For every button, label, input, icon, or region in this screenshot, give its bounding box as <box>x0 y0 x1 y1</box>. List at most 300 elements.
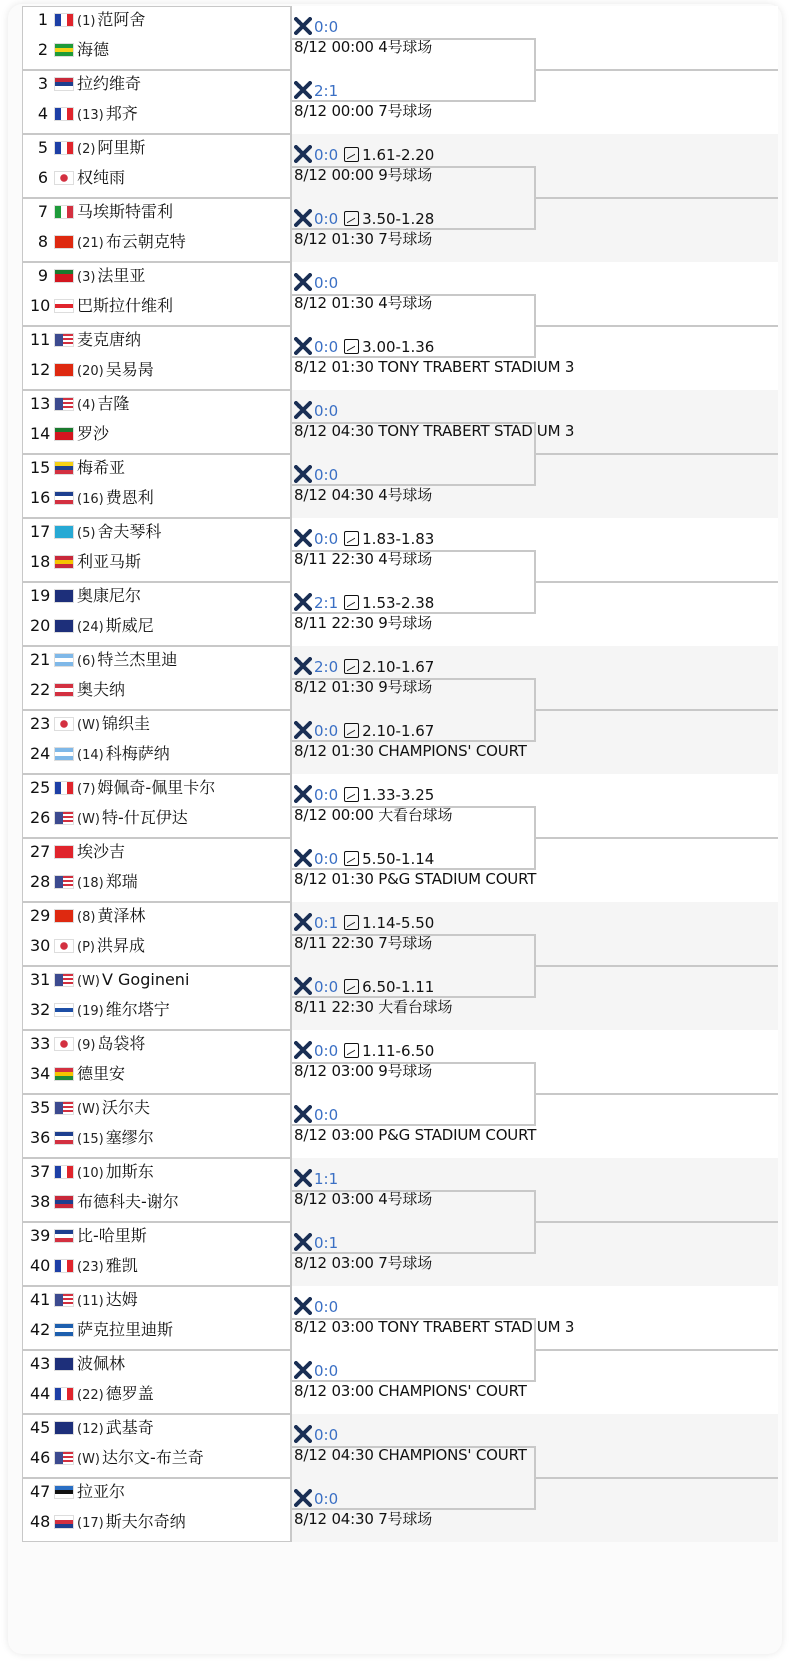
player-name[interactable]: 权纯雨 <box>77 168 126 187</box>
bracket-line <box>536 1093 778 1095</box>
racket-x-icon <box>294 529 312 547</box>
match-score[interactable]: 2:1 <box>314 594 339 612</box>
bracket-line <box>536 837 778 839</box>
flag-aus-icon <box>54 619 74 633</box>
odds-chart-icon[interactable] <box>344 787 359 802</box>
match-score[interactable]: 0:0 <box>314 466 339 484</box>
flag-aus-icon <box>54 589 74 603</box>
flag-chn-icon <box>54 363 74 377</box>
player-seed: (3) <box>77 270 96 285</box>
player-name[interactable]: 斯夫尔奇纳 <box>105 1512 186 1531</box>
match-score-line[interactable] <box>294 657 434 677</box>
player-row[interactable] <box>30 392 129 416</box>
racket-x-icon <box>294 401 312 419</box>
player-number: 39 <box>30 1226 51 1245</box>
player-seed: (21) <box>77 236 104 251</box>
match-score[interactable]: 0:0 <box>314 1426 339 1444</box>
player-row[interactable] <box>30 102 138 126</box>
match-score[interactable]: 0:0 <box>314 402 339 420</box>
player-name[interactable]: 奥康尼尔 <box>77 586 142 605</box>
racket-x-icon <box>294 1041 312 1059</box>
flag-aus-icon <box>54 1421 74 1435</box>
match-time-court: 8/11 22:30 4号球场 <box>294 550 432 568</box>
bracket-connector <box>292 678 536 742</box>
player-name[interactable]: 法里亚 <box>97 266 146 285</box>
player-row[interactable] <box>30 422 109 446</box>
bracket-connector <box>292 38 536 102</box>
player-name[interactable]: 梅希亚 <box>77 458 126 477</box>
match-score-line[interactable] <box>294 913 434 933</box>
player-seed: (12) <box>77 1422 104 1437</box>
match-time-court: 8/12 01:30 9号球场 <box>294 678 432 696</box>
bracket-connector <box>292 166 536 230</box>
bracket-line <box>536 1477 778 1479</box>
player-number: 36 <box>30 1128 51 1147</box>
player-name[interactable]: 沃尔夫 <box>102 1098 151 1117</box>
flag-esp-icon <box>54 555 74 569</box>
flag-nor-icon <box>54 1195 74 1209</box>
player-row[interactable] <box>30 904 145 928</box>
match-score-line[interactable] <box>294 529 434 549</box>
player-seed: (8) <box>77 910 96 925</box>
odds-chart-icon[interactable] <box>344 531 359 546</box>
flag-usa-icon <box>54 1451 74 1465</box>
bracket-line <box>536 965 778 967</box>
flag-jpn-icon <box>54 1037 74 1051</box>
player-number: 15 <box>30 458 51 477</box>
match-time-court: 8/12 03:00 9号球场 <box>294 1062 432 1080</box>
odds-chart-icon[interactable] <box>344 147 359 162</box>
match-score[interactable]: 0:0 <box>314 274 339 292</box>
player-name[interactable]: 加斯东 <box>105 1162 154 1181</box>
player-row[interactable] <box>30 840 125 864</box>
player-row[interactable] <box>30 968 189 992</box>
player-number: 3 <box>37 74 48 93</box>
bracket-line <box>536 453 778 455</box>
player-number: 31 <box>30 970 51 989</box>
player-name[interactable]: 萨克拉里迪斯 <box>77 1320 174 1339</box>
match-score-line[interactable] <box>294 273 338 293</box>
player-number: 24 <box>30 744 51 763</box>
match-odds: 1.33-3.25 <box>362 786 435 804</box>
player-name[interactable]: 达尔文-布兰奇 <box>102 1448 204 1467</box>
player-name[interactable]: 锦织圭 <box>102 714 151 733</box>
match-score[interactable]: 0:0 <box>314 978 339 996</box>
player-row[interactable] <box>30 38 109 62</box>
player-number: 1 <box>37 10 48 29</box>
player-name[interactable]: 麦克唐纳 <box>77 330 142 349</box>
player-number: 6 <box>37 168 48 187</box>
racket-x-icon <box>294 273 312 291</box>
player-name[interactable]: 拉约维奇 <box>77 74 142 93</box>
match-time-court: 8/12 04:30 CHAMPIONS' COURT <box>294 1446 527 1464</box>
player-number: 42 <box>30 1320 51 1339</box>
player-row[interactable] <box>30 264 145 288</box>
player-number: 23 <box>30 714 51 733</box>
player-number: 14 <box>30 424 51 443</box>
player-name[interactable]: 奥夫纳 <box>77 680 126 699</box>
player-number: 2 <box>37 40 48 59</box>
player-number: 45 <box>30 1418 51 1437</box>
player-row[interactable] <box>30 1126 154 1150</box>
player-seed: (23) <box>77 1260 104 1275</box>
player-name[interactable]: 范阿舍 <box>97 10 146 29</box>
player-seed: (15) <box>77 1132 104 1147</box>
player-seed: (18) <box>77 876 104 891</box>
player-seed: (13) <box>77 108 104 123</box>
player-name[interactable]: 黄泽林 <box>97 906 146 925</box>
player-row[interactable] <box>30 1510 186 1534</box>
match-score[interactable]: 0:0 <box>314 18 339 36</box>
match-score-line[interactable] <box>294 1425 338 1445</box>
match-score[interactable]: 0:0 <box>314 338 339 356</box>
match-time-court: 8/12 01:30 CHAMPIONS' COURT <box>294 742 527 760</box>
player-row[interactable] <box>30 72 141 96</box>
match-time-court: 8/12 00:00 9号球场 <box>294 166 432 184</box>
player-name[interactable]: 拉亚尔 <box>77 1482 126 1501</box>
player-row[interactable] <box>30 294 173 318</box>
player-seed: (6) <box>77 654 96 669</box>
player-number: 11 <box>30 330 51 349</box>
player-row[interactable] <box>30 166 125 190</box>
player-row[interactable] <box>30 1224 147 1248</box>
player-row[interactable] <box>30 486 154 510</box>
match-odds: 1.53-2.38 <box>362 594 435 612</box>
player-number: 17 <box>30 522 51 541</box>
player-row[interactable] <box>30 776 215 800</box>
player-row[interactable] <box>30 1062 125 1086</box>
player-number: 5 <box>37 138 48 157</box>
player-name[interactable]: 阿里斯 <box>97 138 146 157</box>
flag-fra-icon <box>54 1387 74 1401</box>
flag-usa-icon <box>54 811 74 825</box>
player-row[interactable] <box>30 870 138 894</box>
player-name[interactable]: 特兰杰里迪 <box>97 650 178 669</box>
match-score[interactable]: 0:0 <box>314 1490 339 1508</box>
bracket-connector <box>292 550 536 614</box>
racket-x-icon <box>294 1169 312 1187</box>
player-seed: (2) <box>77 142 96 157</box>
bracket-line <box>536 1349 778 1351</box>
flag-fra-icon <box>54 1165 74 1179</box>
match-score[interactable]: 0:0 <box>314 146 339 164</box>
player-name[interactable]: 比-哈里斯 <box>77 1226 147 1245</box>
player-row[interactable] <box>30 1382 154 1406</box>
player-name[interactable]: 洪昇成 <box>96 936 145 955</box>
bracket-line <box>536 581 778 583</box>
player-number: 10 <box>30 296 51 315</box>
player-row[interactable] <box>30 456 125 480</box>
player-name[interactable]: 利亚马斯 <box>77 552 142 571</box>
player-number: 7 <box>37 202 48 221</box>
player-name[interactable]: 费恩利 <box>105 488 154 507</box>
player-number: 40 <box>30 1256 51 1275</box>
player-name[interactable]: 舍夫琴科 <box>97 522 162 541</box>
player-name[interactable]: 德里安 <box>77 1064 126 1083</box>
match-score[interactable]: 0:0 <box>314 1106 339 1124</box>
racket-x-icon <box>294 1425 312 1443</box>
match-time-court: 8/12 00:00 大看台球场 <box>294 806 453 824</box>
player-number: 28 <box>30 872 51 891</box>
flag-srb-icon <box>54 77 74 91</box>
bracket-connector <box>292 1062 536 1126</box>
player-name[interactable]: 岛袋将 <box>97 1034 146 1053</box>
player-name[interactable]: 波佩林 <box>77 1354 126 1373</box>
player-name[interactable]: 邦齐 <box>105 104 138 123</box>
player-name[interactable]: 埃沙吉 <box>77 842 126 861</box>
flag-est-icon <box>54 1485 74 1499</box>
player-number: 22 <box>30 680 51 699</box>
player-number: 16 <box>30 488 51 507</box>
player-number: 13 <box>30 394 51 413</box>
bracket-connector <box>292 1318 536 1382</box>
player-name[interactable]: 吉隆 <box>97 394 130 413</box>
flag-kaz-icon <box>54 525 74 539</box>
player-row[interactable] <box>30 1254 138 1278</box>
player-name[interactable]: 特-什瓦伊达 <box>102 808 188 827</box>
match-score[interactable]: 0:0 <box>314 786 339 804</box>
player-name[interactable]: V Gogineni <box>102 970 190 989</box>
player-number: 8 <box>37 232 48 251</box>
flag-ita-icon <box>54 205 74 219</box>
match-odds: 2.10-1.67 <box>362 658 435 676</box>
player-row[interactable] <box>30 806 188 830</box>
player-row[interactable] <box>30 1032 145 1056</box>
player-row[interactable] <box>30 1480 125 1504</box>
player-seed: (24) <box>77 620 104 635</box>
player-row[interactable] <box>30 1160 154 1184</box>
flag-gbr-icon <box>54 1229 74 1243</box>
player-row[interactable] <box>30 678 125 702</box>
player-row[interactable] <box>30 520 161 544</box>
match-time-court: 8/12 04:30 7号球场 <box>294 1510 432 1528</box>
match-time-court: 8/11 22:30 9号球场 <box>294 614 432 632</box>
player-row[interactable] <box>30 934 145 958</box>
match-score[interactable]: 0:0 <box>314 1298 339 1316</box>
player-row[interactable] <box>30 1096 150 1120</box>
player-row[interactable] <box>30 358 154 382</box>
match-score[interactable]: 2:0 <box>314 658 339 676</box>
match-time-court: 8/12 03:00 CHAMPIONS' COURT <box>294 1382 527 1400</box>
flag-fra-icon <box>54 781 74 795</box>
player-name[interactable]: 布云朝克特 <box>105 232 186 251</box>
match-score[interactable]: 0:0 <box>314 850 339 868</box>
flag-por-icon <box>54 427 74 441</box>
flag-por-icon <box>54 269 74 283</box>
player-name[interactable]: 海德 <box>77 40 110 59</box>
flag-gbr-icon <box>54 491 74 505</box>
match-score-line[interactable] <box>294 1041 434 1061</box>
player-row[interactable] <box>30 550 141 574</box>
odds-chart-icon[interactable] <box>344 659 359 674</box>
player-seed: (19) <box>77 1004 104 1019</box>
player-number: 46 <box>30 1448 51 1467</box>
racket-x-icon <box>294 657 312 675</box>
match-odds: 1.11-6.50 <box>362 1042 435 1060</box>
player-row[interactable] <box>30 742 170 766</box>
match-score[interactable]: 2:1 <box>314 82 339 100</box>
match-odds: 5.50-1.14 <box>362 850 435 868</box>
player-name[interactable]: 布德科夫-谢尔 <box>77 1192 179 1211</box>
match-time-court: 8/12 00:00 7号球场 <box>294 102 432 120</box>
match-time-court: 8/12 00:00 4号球场 <box>294 38 432 56</box>
match-score-line[interactable] <box>294 785 434 805</box>
flag-kor-icon <box>54 171 74 185</box>
racket-x-icon <box>294 17 312 35</box>
flag-usa-icon <box>54 875 74 889</box>
match-score[interactable]: 0:0 <box>314 1042 339 1060</box>
player-row[interactable] <box>30 712 150 736</box>
flag-fra-icon <box>54 107 74 121</box>
player-number: 32 <box>30 1000 51 1019</box>
player-row[interactable] <box>30 1446 204 1470</box>
odds-chart-icon[interactable] <box>344 915 359 930</box>
match-time-court: 8/12 03:00 TONY TRABERT STADIUM 3 <box>294 1318 575 1336</box>
player-name[interactable]: 罗沙 <box>77 424 110 443</box>
match-score-line[interactable] <box>294 145 434 165</box>
player-row[interactable] <box>30 648 177 672</box>
player-number: 18 <box>30 552 51 571</box>
player-row[interactable] <box>30 584 141 608</box>
bracket-connector <box>292 806 536 870</box>
player-row[interactable] <box>30 1352 125 1376</box>
match-time-court: 8/12 01:30 P&G STADIUM COURT <box>294 870 537 888</box>
flag-aus-icon <box>54 1357 74 1371</box>
flag-fra-icon <box>54 1259 74 1273</box>
flag-fra-icon <box>54 141 74 155</box>
match-time-court: 8/11 22:30 7号球场 <box>294 934 432 952</box>
player-name[interactable]: 维尔塔宁 <box>105 1000 170 1019</box>
flag-chn-icon <box>54 235 74 249</box>
flag-gre-icon <box>54 1323 74 1337</box>
player-number: 35 <box>30 1098 51 1117</box>
player-row[interactable] <box>30 1318 173 1342</box>
match-score[interactable]: 0:1 <box>314 914 339 932</box>
match-odds: 3.00-1.36 <box>362 338 435 356</box>
match-score-line[interactable] <box>294 1297 338 1317</box>
match-score[interactable]: 0:0 <box>314 530 339 548</box>
match-score-line[interactable] <box>294 1169 338 1189</box>
racket-x-icon <box>294 785 312 803</box>
player-number: 9 <box>37 266 48 285</box>
racket-x-icon <box>294 913 312 931</box>
player-number: 4 <box>37 104 48 123</box>
player-number: 38 <box>30 1192 51 1211</box>
bracket-connector <box>292 934 536 998</box>
player-row[interactable] <box>30 998 170 1022</box>
bracket-connector <box>292 294 536 358</box>
flag-aut-icon <box>54 683 74 697</box>
player-row[interactable] <box>30 136 145 160</box>
flag-bra-icon <box>54 43 74 57</box>
player-row[interactable] <box>30 8 145 32</box>
match-time-court: 8/12 04:30 TONY TRABERT STADIUM 3 <box>294 422 575 440</box>
bracket-line <box>536 1221 778 1223</box>
player-number: 37 <box>30 1162 51 1181</box>
flag-usa-icon <box>54 1101 74 1115</box>
player-number: 44 <box>30 1384 51 1403</box>
player-name[interactable]: 马埃斯特雷利 <box>77 202 174 221</box>
player-seed: (16) <box>77 492 104 507</box>
flag-arg-icon <box>54 653 74 667</box>
match-time-court: 8/12 01:30 4号球场 <box>294 294 432 312</box>
player-number: 29 <box>30 906 51 925</box>
player-row[interactable] <box>30 1288 138 1312</box>
player-number: 25 <box>30 778 51 797</box>
player-seed: (W) <box>77 718 100 733</box>
player-name[interactable]: 郑瑞 <box>105 872 138 891</box>
flag-col-icon <box>54 461 74 475</box>
match-score[interactable]: 0:0 <box>314 1362 339 1380</box>
match-odds: 1.14-5.50 <box>362 914 435 932</box>
match-odds: 3.50-1.28 <box>362 210 435 228</box>
player-seed: (W) <box>77 1102 100 1117</box>
player-row[interactable] <box>30 1190 179 1214</box>
player-name[interactable]: 姆佩奇-佩里卡尔 <box>97 778 216 797</box>
player-name[interactable]: 塞缪尔 <box>105 1128 154 1147</box>
match-time-court: 8/12 03:00 4号球场 <box>294 1190 432 1208</box>
player-seed: (P) <box>77 940 95 955</box>
match-score-line[interactable] <box>294 401 338 421</box>
bracket-connector <box>292 1446 536 1510</box>
flag-jpn-icon <box>54 717 74 731</box>
flag-fra-icon <box>54 13 74 27</box>
player-row[interactable] <box>30 1416 154 1440</box>
player-number: 41 <box>30 1290 51 1309</box>
racket-x-icon <box>294 1297 312 1315</box>
player-row[interactable] <box>30 230 186 254</box>
player-name[interactable]: 巴斯拉什维利 <box>77 296 174 315</box>
bracket-connector <box>292 422 536 486</box>
player-name[interactable]: 雅凯 <box>105 1256 138 1275</box>
player-row[interactable] <box>30 328 141 352</box>
flag-cze-icon <box>54 1515 74 1529</box>
player-seed: (W) <box>77 1452 100 1467</box>
player-seed: (W) <box>77 812 100 827</box>
player-number: 12 <box>30 360 51 379</box>
player-seed: (22) <box>77 1388 104 1403</box>
match-score[interactable]: 0:0 <box>314 722 339 740</box>
player-number: 20 <box>30 616 51 635</box>
player-name[interactable]: 武基奇 <box>105 1418 154 1437</box>
flag-geo-icon <box>54 299 74 313</box>
flag-usa-icon <box>54 973 74 987</box>
bracket-line <box>536 709 778 711</box>
bracket-line <box>536 197 778 199</box>
player-row[interactable] <box>30 200 173 224</box>
player-name[interactable]: 科梅萨纳 <box>105 744 170 763</box>
player-name[interactable]: 德罗盖 <box>105 1384 154 1403</box>
odds-chart-icon[interactable] <box>344 1043 359 1058</box>
flag-gha-icon <box>54 1067 74 1081</box>
player-name[interactable]: 达姆 <box>105 1290 138 1309</box>
match-score[interactable]: 0:1 <box>314 1234 339 1252</box>
player-number: 19 <box>30 586 51 605</box>
player-name[interactable]: 吴易昺 <box>105 360 154 379</box>
bracket-line <box>536 325 778 327</box>
player-seed: (10) <box>77 1166 104 1181</box>
match-odds: 1.61-2.20 <box>362 146 435 164</box>
match-time-court: 8/11 22:30 大看台球场 <box>294 998 453 1016</box>
match-time-court: 8/12 03:00 P&G STADIUM COURT <box>294 1126 537 1144</box>
player-number: 48 <box>30 1512 51 1531</box>
match-score[interactable]: 0:0 <box>314 210 339 228</box>
player-name[interactable]: 斯威尼 <box>105 616 154 635</box>
player-row[interactable] <box>30 614 154 638</box>
match-time-court: 8/12 03:00 7号球场 <box>294 1254 432 1272</box>
match-score-line[interactable] <box>294 17 338 37</box>
match-score[interactable]: 1:1 <box>314 1170 339 1188</box>
